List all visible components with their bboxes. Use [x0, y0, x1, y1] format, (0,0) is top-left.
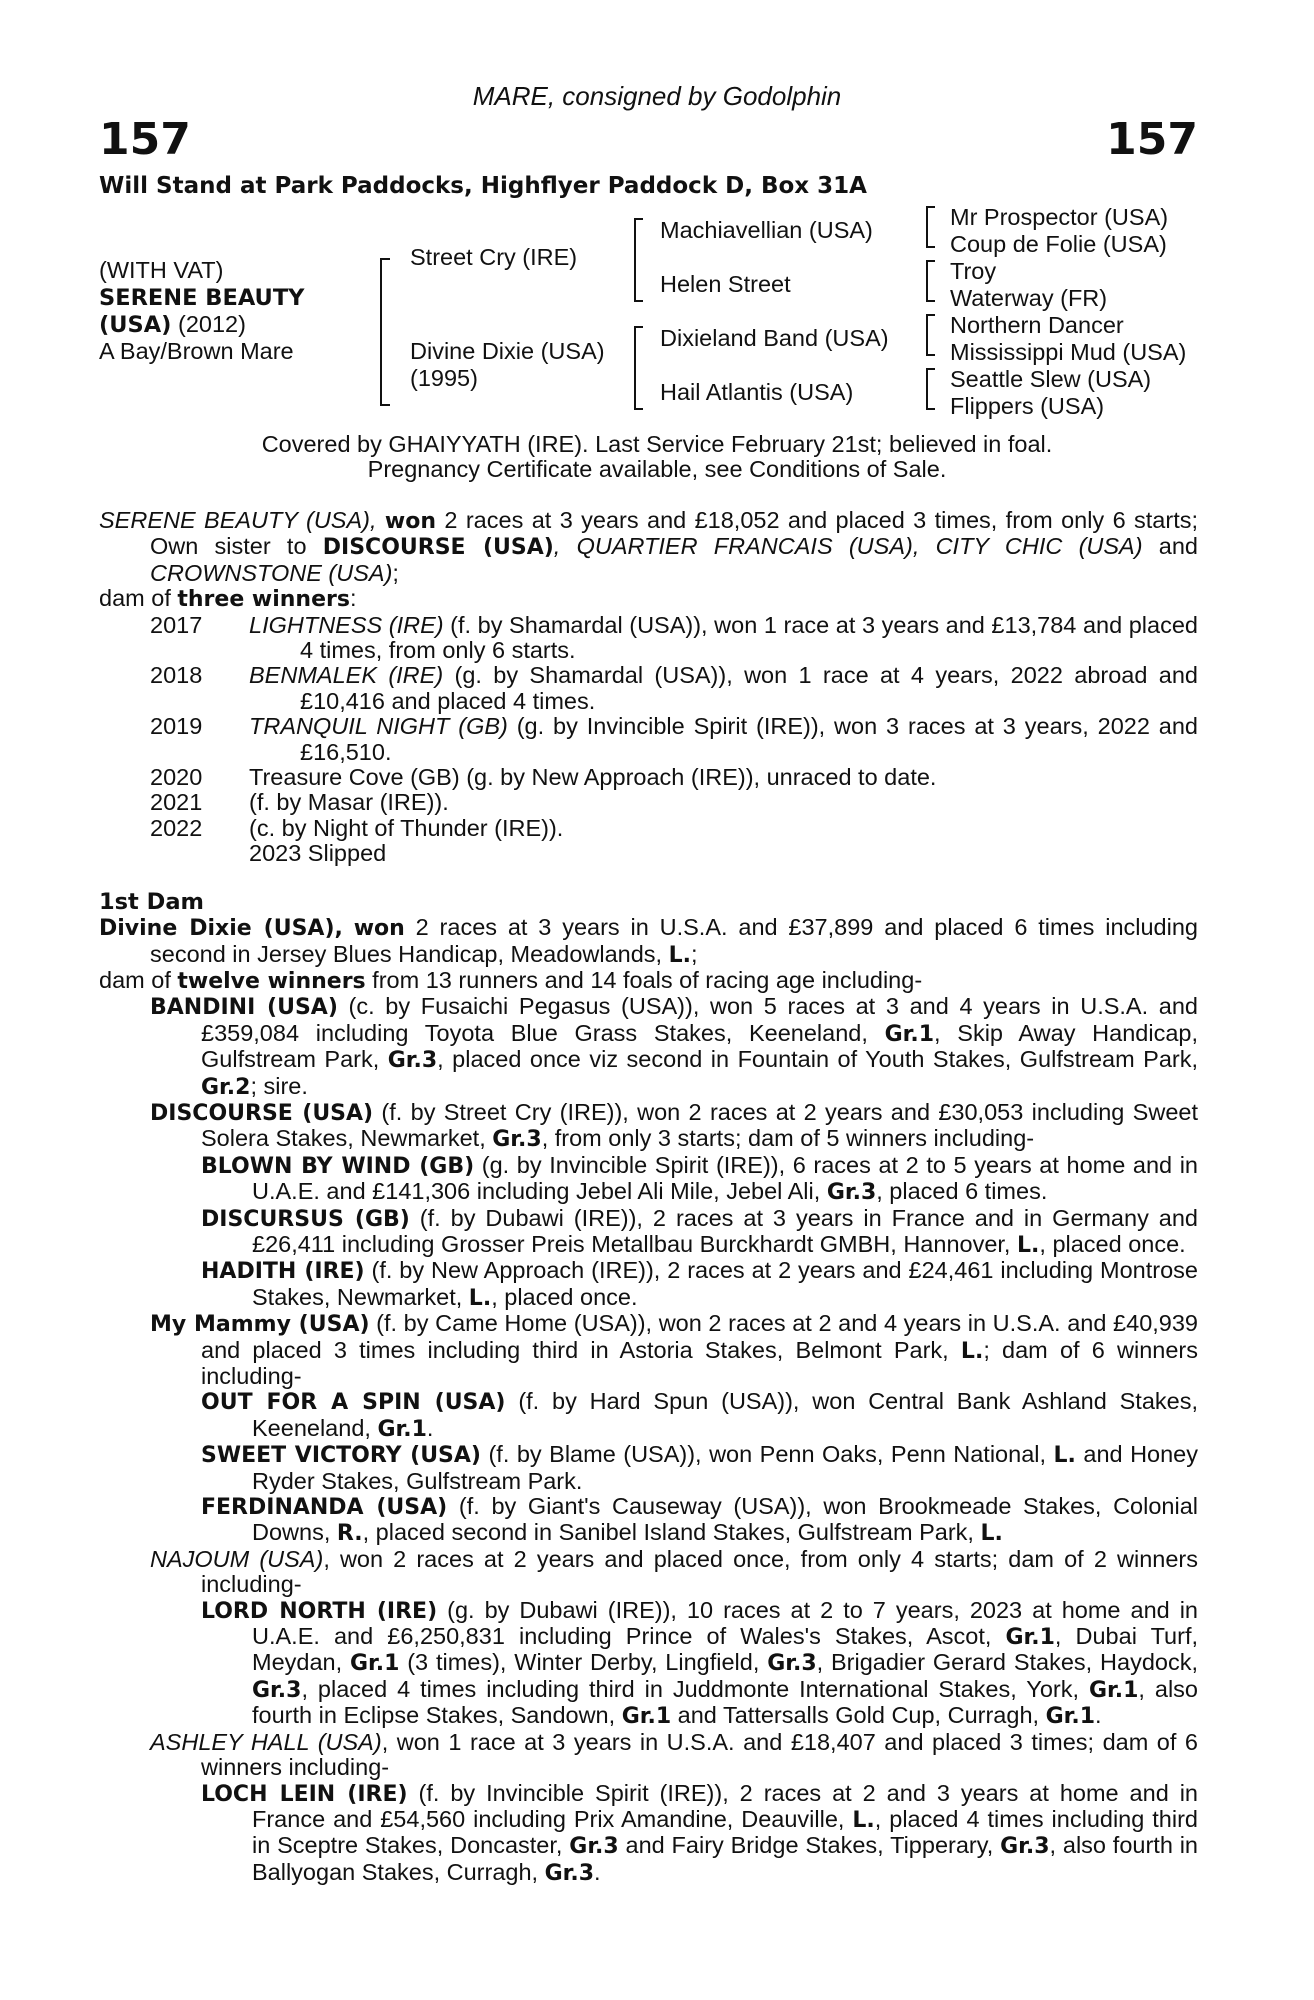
sire-sire: Machiavellian (USA): [660, 217, 873, 243]
ancestor-g8: Flippers (USA): [950, 393, 1105, 419]
progeny-discursus: [201, 1206, 1198, 1259]
progeny-text: , Skip Away Handicap, Gulfstream Park,: [201, 1019, 1198, 1073]
produce-name: TRANQUIL NIGHT (GB): [249, 713, 508, 740]
produce-name: LIGHTNESS (IRE): [249, 611, 444, 638]
grade: Gr.3: [544, 1860, 595, 1886]
grade: Gr.1: [1045, 1704, 1096, 1730]
horse-description: A Bay/Brown Mare: [99, 338, 294, 364]
first-dam-produce: [99, 968, 1198, 994]
progeny-text: , Dubai Turf, Meydan,: [252, 1623, 1199, 1676]
progeny-text: , placed once.: [491, 1283, 638, 1310]
progeny-text: , won 2 races at 2 years and placed once, from only 4 starts; dam of 2 winners including-: [201, 1545, 1198, 1598]
progeny-name: BANDINI (USA): [150, 995, 338, 1021]
won-word: won: [353, 916, 405, 942]
progeny-text: , from only 3 starts; dam of 5 winners including-: [541, 1125, 1035, 1152]
pedigree-brace-3b: [926, 260, 935, 302]
progeny-text: .: [1095, 1702, 1102, 1729]
pedigree-brace-2b: [634, 326, 643, 410]
grade: Gr.3: [826, 1180, 877, 1206]
produce-text: [249, 663, 1198, 714]
first-dam-heading: 1st Dam: [99, 888, 204, 915]
progeny-text: (c. by Fusaichi Pegasus (USA)), won 5 races at 3 and 4 years in U.S.A. and £359,084 including Toyota Blue Grass Stakes, Keeneland,: [201, 993, 1198, 1046]
produce-text: [249, 613, 1198, 664]
progeny-text: , placed once.: [1039, 1230, 1186, 1257]
progeny-text: , also fourth in Eclipse Stakes, Sandown,: [252, 1675, 1198, 1729]
progeny-name: NAJOUM (USA): [150, 1545, 324, 1572]
grade: L.: [980, 1521, 1003, 1547]
semicolon: ;: [392, 559, 399, 586]
pedigree-brace-2a: [634, 218, 643, 302]
covered-note: [0, 432, 1314, 482]
progeny-text: (g. by Invincible Spirit (IRE)), 6 races at 2 to 5 years at home and in U.A.E. and £141,306 including Jebel Ali Mile, Jebel Ali,: [252, 1151, 1198, 1205]
covered-line-1: Covered by GHAIYYATH (IRE). Last Service February 21st; believed in foal.: [261, 431, 1053, 457]
progeny-blown-by-wind: [201, 1153, 1198, 1206]
produce-row: [99, 613, 1198, 664]
record-intro: [99, 508, 1198, 586]
produce-text: [249, 714, 1198, 765]
ancestor-g1: Mr Prospector (USA): [950, 204, 1169, 230]
grade-listed: L.: [668, 942, 691, 968]
progeny-loch-lein: [201, 1781, 1198, 1887]
progeny-text: (f. by Blame (USA)), won Penn Oaks, Penn National,: [481, 1441, 1054, 1468]
progeny-text: ; dam of 6 winners including-: [201, 1336, 1199, 1389]
progeny-text: (f. by Giant's Causeway (USA)), won Brookmeade Stakes, Colonial Downs,: [252, 1493, 1198, 1546]
produce-text: Treasure Cove (GB) (g. by New Approach (IRE)), unraced to date.: [249, 764, 937, 791]
dam-year: (1995): [410, 365, 478, 391]
progeny-name: DISCURSUS (GB): [201, 1206, 410, 1232]
grade: L.: [1053, 1443, 1076, 1469]
horse-country: (USA): [99, 312, 172, 338]
intro-name: SERENE BEAUTY (USA),: [99, 507, 377, 533]
progeny-text: (f. by Dubawi (IRE)), 2 races at 3 years in France and in Germany and £26,411 including Grosser Preis Metallbau Burckhardt GMBH, Hannover,: [252, 1204, 1198, 1257]
lot-number-left: 157: [99, 114, 191, 165]
won-word: won: [384, 509, 437, 534]
pedigree-brace-3a: [926, 206, 935, 248]
grade: L.: [468, 1285, 492, 1311]
grade: R.: [336, 1521, 363, 1547]
progeny-discourse: [150, 1100, 1198, 1153]
ancestor-g2: Coup de Folie (USA): [950, 231, 1167, 257]
produce-name: BENMALEK (IRE): [249, 662, 444, 689]
vat-note: (WITH VAT): [99, 257, 224, 283]
sire-dam: Helen Street: [660, 271, 791, 297]
grade: L.: [960, 1338, 984, 1364]
progeny-text: , Brigadier Gerard Stakes, Haydock,: [816, 1649, 1198, 1676]
progeny-hadith: [201, 1258, 1198, 1311]
progeny-text: (g. by Dubawi (IRE)), 10 races at 2 to 7 years, 2023 at home and in U.A.E. and £6,250,831 including Prince of Wales's Stakes, Ascot,: [252, 1596, 1198, 1650]
dam-name: Divine Dixie (USA): [410, 338, 605, 364]
ancestor-g4: Waterway (FR): [950, 285, 1108, 311]
progeny-lord-north: [201, 1598, 1198, 1730]
grade: Gr.1: [1005, 1625, 1055, 1651]
pedigree-brace-3c: [926, 314, 935, 356]
produce-year: 2019: [150, 713, 203, 740]
progeny-name: LOCH LEIN (IRE): [201, 1781, 408, 1807]
produce-row: [99, 816, 1198, 841]
progeny-text: (f. by Street Cry (IRE)), won 2 races at 2 years and £30,053 including Sweet Solera Stakes, Newmarket,: [201, 1098, 1198, 1152]
dam-of-line: [99, 586, 1198, 612]
produce-text: (c. by Night of Thunder (IRE)).: [249, 814, 564, 841]
horse-name: SERENE BEAUTY: [99, 285, 305, 311]
produce-year: 2020: [150, 764, 203, 791]
produce-year: 2017: [150, 611, 203, 638]
sire-name: Street Cry (IRE): [410, 244, 578, 270]
ancestor-g6: Mississippi Mud (USA): [950, 339, 1187, 365]
produce-detail: (g. by Invincible Spirit (IRE)), won 3 races at 3 years, 2022 and £16,510.: [300, 713, 1198, 765]
progeny-name: LORD NORTH (IRE): [201, 1598, 438, 1624]
progeny-name: DISCOURSE (USA): [150, 1100, 374, 1126]
progeny-text: (f. by Hard Spun (USA)), won Central Bank Ashland Stakes, Keeneland,: [252, 1388, 1198, 1441]
lot-number-right: 157: [1106, 114, 1198, 165]
progeny-text: (f. by New Approach (IRE)), 2 races at 2 years and £24,461 including Montrose Stakes, Newmarket,: [252, 1257, 1198, 1310]
produce-row: [99, 663, 1198, 714]
produce-text: (f. by Masar (IRE)).: [249, 789, 449, 816]
progeny-name: FERDINANDA (USA): [201, 1495, 448, 1521]
progeny-najoum: [150, 1547, 1198, 1598]
progeny-my-mammy: [150, 1311, 1198, 1389]
grade: Gr.3: [252, 1677, 302, 1703]
ancestor-g5: Northern Dancer: [950, 312, 1124, 338]
progeny-text: (f. by Invincible Spirit (IRE)), 2 races at 2 and 3 years at home and in France and £54,560 including Prix Amandine, Deauville,: [252, 1779, 1199, 1832]
grade: Gr.3: [767, 1651, 817, 1677]
semicolon: ;: [691, 940, 698, 967]
sister-crownstone: CROWNSTONE (USA): [150, 559, 393, 586]
produce-row: [99, 714, 1198, 765]
progeny-name: BLOWN BY WIND (GB): [201, 1153, 475, 1179]
produce-text: 2023 Slipped: [249, 840, 387, 867]
twelve-winners: twelve winners: [177, 968, 366, 994]
progeny-text: .: [426, 1414, 434, 1441]
progeny-name: SWEET VICTORY (USA): [201, 1443, 481, 1469]
progeny-text: ; sire.: [250, 1072, 308, 1099]
first-dam-name: Divine Dixie (USA),: [99, 916, 343, 942]
progeny-bandini: [150, 994, 1198, 1100]
produce-year: 2018: [150, 662, 203, 689]
horse-name-line: [99, 284, 304, 312]
progeny-text: , won 1 race at 3 years in U.S.A. and £18,407 and placed 3 times; dam of 6 winners including-: [201, 1728, 1198, 1781]
horse-year: (2012): [178, 311, 246, 337]
grade: Gr.1: [349, 1651, 400, 1677]
sisters-list: QUARTIER FRANCAIS (USA), CITY CHIC (USA): [576, 533, 1143, 560]
pedigree-brace-3d: [926, 368, 935, 410]
grade: Gr.3: [569, 1834, 619, 1860]
consignment-line: MARE, consigned by Godolphin: [472, 81, 842, 111]
progeny-name: HADITH (IRE): [201, 1259, 365, 1285]
progeny-ferdinanda: [201, 1494, 1198, 1547]
sister-discourse: DISCOURSE (USA): [322, 535, 554, 561]
progeny-text: , placed 4 times including third in Juddmonte International Stakes, York,: [301, 1675, 1089, 1702]
progeny-text: .: [594, 1858, 601, 1885]
progeny-name: OUT FOR A SPIN (USA): [201, 1390, 506, 1416]
produce-row: [99, 790, 1198, 815]
separator: ,: [553, 533, 577, 560]
progeny-out-for-a-spin: [201, 1389, 1198, 1442]
produce-detail: (f. by Shamardal (USA)), won 1 race at 3 years and £13,784 and placed 4 times, from only 6 starts.: [300, 611, 1198, 664]
ancestor-g7: Seattle Slew (USA): [950, 366, 1152, 392]
progeny-text: , also fourth in Ballyogan Stakes, Curragh,: [252, 1832, 1199, 1885]
progeny-name: ASHLEY HALL (USA): [150, 1728, 382, 1755]
pedigree-brace-1: [380, 258, 390, 406]
stand-location: Will Stand at Park Paddocks, Highflyer Paddock D, Box 31A: [99, 173, 867, 199]
ancestor-g3: Troy: [950, 258, 997, 284]
grade: Gr.1: [1088, 1677, 1139, 1703]
produce-row: [99, 841, 1198, 866]
intro-text: 2 races at 3 years and £18,052 and placed 3 times, from only 6 starts; Own sister to: [150, 507, 1199, 560]
dam-dam: Hail Atlantis (USA): [660, 379, 854, 405]
grade: Gr.2: [201, 1074, 251, 1100]
produce-row: [99, 765, 1198, 790]
grade: L.: [1017, 1232, 1040, 1258]
progeny-text: , placed 6 times.: [876, 1178, 1048, 1205]
progeny-text: and Fairy Bridge Stakes, Tipperary,: [618, 1832, 1001, 1859]
progeny-ashley-hall: [150, 1730, 1198, 1781]
progeny-text: (3 times), Winter Derby, Lingfield,: [399, 1649, 768, 1676]
and-word: and: [1142, 533, 1199, 560]
grade: Gr.3: [1000, 1834, 1050, 1860]
progeny-text: (f. by Came Home (USA)), won 2 races at 2 and 4 years in U.S.A. and £40,939 and placed 3 times including third in Astoria Stakes, Belmont Park,: [201, 1310, 1198, 1363]
progeny-text: , placed 4 times including third in Sceptre Stakes, Doncaster,: [252, 1805, 1198, 1859]
dam-of: dam of: [99, 585, 178, 612]
horse-country-line: [99, 311, 246, 339]
produce-year: [99, 841, 249, 866]
progeny-text: and Honey Ryder Stakes, Gulfstream Park.: [252, 1441, 1199, 1494]
produce-summary: from 13 runners and 14 foals of racing age including-: [365, 966, 923, 993]
dam-of: dam of: [99, 966, 178, 993]
colon: :: [349, 585, 357, 612]
grade: Gr.1: [621, 1704, 672, 1730]
first-dam-text: 2 races at 3 years in U.S.A. and £37,899 and placed 6 times including second in Jersey Blues Handicap, Meadowlands,: [150, 914, 1198, 967]
produce-detail: (g. by Shamardal (USA)), won 1 race at 4 years, 2022 abroad and £10,416 and placed 4 times.: [300, 662, 1198, 714]
grade: Gr.3: [387, 1048, 438, 1074]
grade: Gr.1: [377, 1416, 427, 1442]
produce-year: 2021: [150, 789, 203, 816]
three-winners: three winners: [177, 587, 350, 613]
grade: Gr.3: [492, 1127, 542, 1153]
dam-sire: Dixieland Band (USA): [660, 325, 889, 351]
produce-year: 2022: [150, 814, 203, 841]
grade: Gr.1: [884, 1021, 935, 1047]
first-dam-record: [99, 915, 1198, 968]
progeny-text: , placed once viz second in Fountain of Youth Stakes, Gulfstream Park,: [437, 1046, 1198, 1073]
progeny-name: My Mammy (USA): [150, 1312, 370, 1338]
progeny-text: and Tattersalls Gold Cup, Curragh,: [671, 1702, 1046, 1729]
progeny-text: , placed second in Sanibel Island Stakes, Gulfstream Park,: [362, 1519, 981, 1546]
catalogue-body: [99, 508, 1198, 1886]
grade: L.: [852, 1807, 875, 1833]
covered-line-2: Pregnancy Certificate available, see Conditions of Sale.: [367, 456, 947, 482]
progeny-sweet-victory: [201, 1442, 1198, 1494]
